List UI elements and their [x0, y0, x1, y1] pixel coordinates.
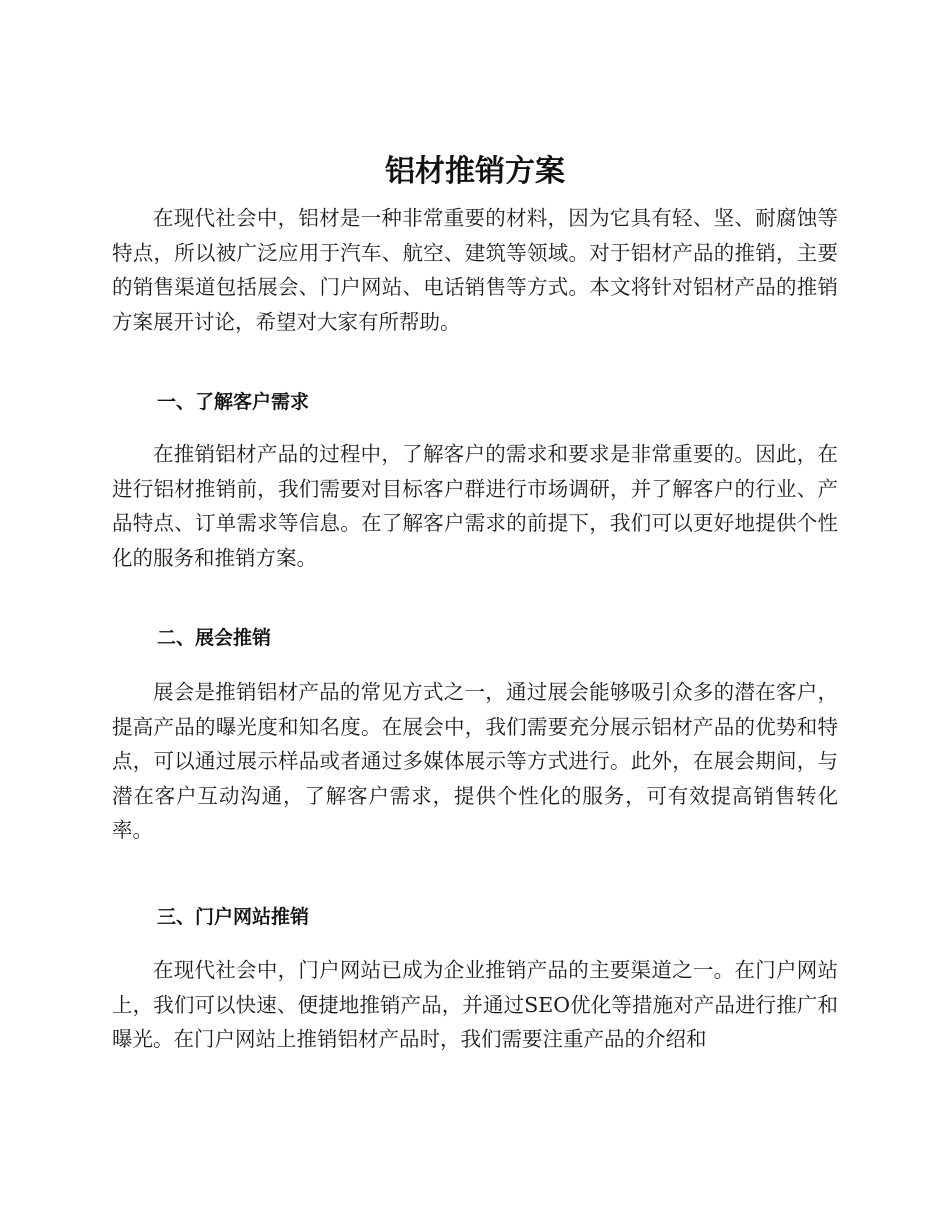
section-heading-portal-website: 三、门户网站推销: [157, 906, 310, 928]
section-heading-customer-needs: 一、了解客户需求: [157, 391, 310, 413]
section-body-portal-website: 在现代社会中，门户网站已成为企业推销产品的主要渠道之一。在门户网站上，我们可以快速、便捷地推销产品，并通过SEO优化等措施对产品进行推广和曝光。在门户网站上推销铝材产品时，我们需要注重产品的介绍和: [112, 958, 838, 1051]
section-heading-exhibition: 二、展会推销: [157, 627, 272, 649]
section-body-customer-needs: 在推销铝材产品的过程中，了解客户的需求和要求是非常重要的。因此，在进行铝材推销前，我们需要对目标客户群进行市场调研，并了解客户的行业、产品特点、订单需求等信息。在了解客户需求的前提下，我们可以更好地提供个性化的服务和推销方案。: [112, 442, 838, 570]
section-body-exhibition: 展会是推销铝材产品的常见方式之一，通过展会能够吸引众多的潜在客户，提高产品的曝光度和知名度。在展会中，我们需要充分展示铝材产品的优势和特点，可以通过展示样品或者通过多媒体展示等方式进行。此外，在展会期间，与潜在客户互动沟通，了解客户需求，提供个性化的服务，可有效提高销售转化率。: [112, 680, 838, 842]
intro-paragraph: 在现代社会中，铝材是一种非常重要的材料，因为它具有轻、坚、耐腐蚀等特点，所以被广泛应用于汽车、航空、建筑等领域。对于铝材产品的推销，主要的销售渠道包括展会、门户网站、电话销售等方式。本文将针对铝材产品的推销方案展开讨论，希望对大家有所帮助。: [112, 206, 838, 334]
document-title: 铝材推销方案: [385, 154, 565, 189]
